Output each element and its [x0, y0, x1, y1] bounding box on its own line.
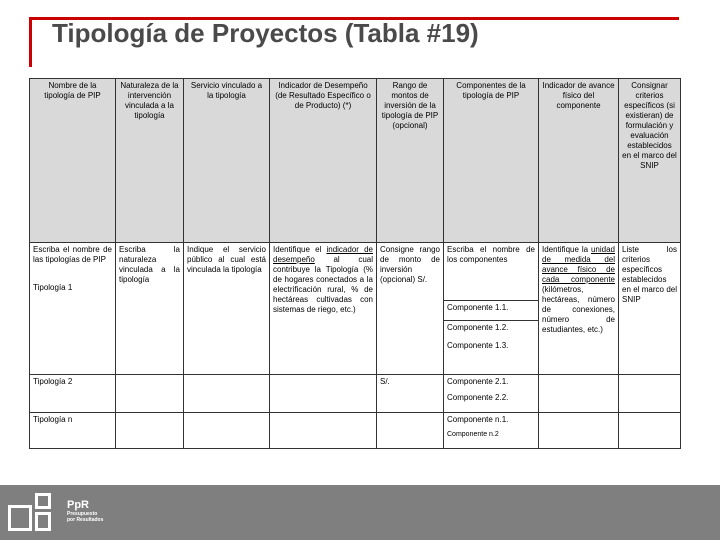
header-intervention-nature: Naturaleza de la intervención vinculada a la tipología	[116, 79, 184, 243]
header-typology-name: Nombre de la tipología de PIP	[30, 79, 116, 243]
typology-table	[29, 78, 681, 449]
cell-empty	[539, 375, 619, 413]
component-2-2: Componente 2.2.	[447, 393, 509, 402]
cell-instructions-indicator	[270, 243, 377, 375]
cell-empty	[619, 413, 681, 449]
cell-components-2	[444, 375, 539, 413]
ppr-logo-text	[67, 499, 103, 523]
footer-bar	[0, 485, 720, 540]
component-n-2: Componente n.2	[447, 431, 499, 438]
header-linked-service: Servicio vinculado a la tipología	[184, 79, 270, 243]
physical-text-c: (kilómetros, hectáreas, número de conexiones, número de estudiantes, etc.)	[542, 285, 615, 334]
typology-2-label: Tipología 2	[30, 375, 116, 413]
ppr-logo-icon	[8, 493, 64, 533]
component-1-2: Componente 1.2.	[447, 323, 509, 332]
cell-empty	[270, 375, 377, 413]
cell-instructions-physical	[539, 243, 619, 375]
header-physical-progress: Indicador de avance físico del componente	[539, 79, 619, 243]
header-investment-range: Rango de montos de inversión de la tipología de PIP (opcional)	[377, 79, 444, 243]
logo-sub-label-2: por Resultados	[67, 517, 104, 523]
title-rule-left	[29, 17, 32, 67]
component-1-3: Componente 1.3.	[447, 341, 509, 350]
cell-empty	[619, 375, 681, 413]
cell-instructions-range: Consigne rango de monto de inversión (opcional) S/.	[377, 243, 444, 375]
cell-instructions-service: Indique el servicio público al cual está vinculada la tipología	[184, 243, 270, 375]
logo-sub-label-1: Presupuesto	[67, 511, 98, 517]
indicator-text-a: Identifique el	[273, 245, 322, 254]
typology-1-label: Tipología 1	[33, 283, 73, 292]
table-row-typology-n	[30, 413, 681, 449]
indicator-text-b: indicador de desempeño	[273, 245, 373, 264]
cell-instructions-components: Escriba el nombre de los componentes	[444, 243, 539, 301]
cell-empty	[116, 375, 184, 413]
page-title: Tipología de Proyectos (Tabla #19)	[52, 18, 479, 48]
cell-empty	[184, 413, 270, 449]
header-performance-indicator: Indicador de Desempeño (de Resultado Específico o de Producto) (*)	[270, 79, 377, 243]
cell-empty	[377, 413, 444, 449]
cell-instructions-name	[30, 243, 116, 375]
cell-instructions-nature: Escriba la naturaleza vinculada a la tipología	[116, 243, 184, 375]
cell-empty	[270, 413, 377, 449]
component-2-1: Componente 2.1.	[447, 377, 509, 386]
typology-2-range: S/.	[377, 375, 444, 413]
physical-text-b: unidad de medida del avance físico de cada componente	[542, 245, 615, 284]
title-bar	[29, 15, 679, 67]
table-row-typology-2	[30, 375, 681, 413]
cell-instructions-criteria: Liste los criterios específicos establecidos en el marco del SNIP	[619, 243, 681, 375]
component-n-1: Componente n.1.	[447, 415, 509, 424]
instructions-name-text: Escriba el nombre de las tipologías de PIP	[33, 245, 112, 264]
cell-empty	[539, 413, 619, 449]
logo-main-label: PpR	[67, 499, 89, 511]
header-components: Componentes de la tipología de PIP	[444, 79, 539, 243]
header-specific-criteria: Consignar criterios específicos (si existieran) de formulación y evaluación establecidos en el marco del SNIP	[619, 79, 681, 243]
cell-components-1-2-1-3	[444, 321, 539, 375]
typology-n-label: Tipología n	[30, 413, 116, 449]
cell-empty	[184, 375, 270, 413]
header-row	[30, 79, 681, 243]
indicator-text-c: al cual contribuye la Tipología (% de hogares conectados a la electrificación rural, % de hectáreas cultivadas con sistemas de riego, etc.)	[273, 255, 373, 314]
table-row-instructions	[30, 243, 681, 301]
cell-components-n	[444, 413, 539, 449]
component-1-1: Componente 1.1.	[444, 301, 539, 321]
physical-text-a: Identifique la	[542, 245, 589, 254]
cell-empty	[116, 413, 184, 449]
